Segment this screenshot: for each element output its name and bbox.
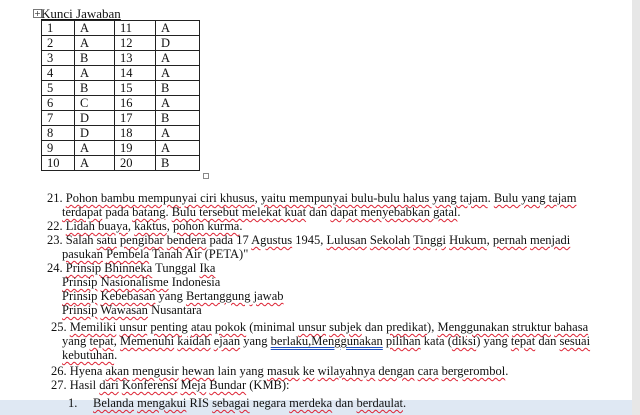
table-cell: D [75, 111, 115, 126]
line-22: 22. Lidah buaya, kaktus, pohon kurma. [47, 219, 243, 233]
table-cell: D [156, 36, 200, 51]
table-cell: A [156, 51, 200, 66]
table-cell: 17 [115, 111, 156, 126]
line-21b: terdapat pada batang. Bulu tersebut melekat kuat dan dapat menyebabkan gatal. [62, 205, 461, 219]
table-cell: 13 [115, 51, 156, 66]
table-cell: B [156, 81, 200, 96]
table-cell: A [156, 21, 200, 36]
table-cell: B [75, 51, 115, 66]
table-cell: 18 [115, 126, 156, 141]
table-cell: 15 [115, 81, 156, 96]
table-cell: 11 [115, 21, 156, 36]
table-row [42, 66, 200, 81]
table-row [42, 156, 200, 171]
table-cell: D [75, 126, 115, 141]
table-row [42, 111, 200, 126]
table-cell: B [156, 111, 200, 126]
table-cell: 16 [115, 96, 156, 111]
table-cell: A [75, 66, 115, 81]
table-cell: 9 [42, 141, 75, 156]
table-cell: 6 [42, 96, 75, 111]
table-cell: 10 [42, 156, 75, 171]
table-cell: 2 [42, 36, 75, 51]
table-move-handle-icon[interactable]: + [34, 9, 41, 18]
table-resize-handle-icon[interactable] [203, 173, 209, 179]
document-title: Kunci Jawaban [41, 6, 121, 21]
table-cell: 8 [42, 126, 75, 141]
table-cell: A [75, 141, 115, 156]
line-23b: pasukan Pembela Tanah Air (PETA)" [62, 247, 249, 261]
table-row [42, 126, 200, 141]
line-25a: 25. Memiliki unsur penting atau pokok (minimal unsur subjek dan predikat), Menggunakan struktur bahasa [51, 320, 589, 334]
table-cell: 3 [42, 51, 75, 66]
table-cell: B [156, 156, 200, 171]
line-21a: 21. Pohon bambu mempunyai ciri khusus, yaitu mempunyai bulu-bulu halus yang tajam. Bulu yang tajam [47, 191, 577, 205]
table-cell: A [156, 96, 200, 111]
table-cell: A [156, 141, 200, 156]
table-cell: A [156, 66, 200, 81]
table-cell: A [75, 36, 115, 51]
table-row [42, 51, 200, 66]
table-cell: A [75, 21, 115, 36]
table-row [42, 96, 200, 111]
line-25c: kebutuhan. [62, 348, 118, 362]
table-cell: 1 [42, 21, 75, 36]
table-cell: 14 [115, 66, 156, 81]
line-27: 27. Hasil dari Konferensi Meja Bundar (KMB): [51, 378, 290, 392]
answer-key-table [41, 20, 200, 171]
table-row [42, 36, 200, 51]
line-24c: Prinsip Kebebasan yang Bertanggung jawab [62, 289, 284, 303]
line-26: 26. Hyena akan mengusir hewan lain yang masuk ke wilayahnya dengan cara bergerombol. [51, 364, 509, 378]
table-cell: B [75, 81, 115, 96]
line-25b: yang tepat, Memenuhi kaidah ejaan yang berlaku,Menggunakan pilihan kata (diksi) yang tepat dan sesuai [62, 334, 591, 348]
table-cell: 7 [42, 111, 75, 126]
line-24d: Prinsip Wawasan Nusantara [62, 303, 202, 317]
table-cell: 20 [115, 156, 156, 171]
line-27-1: 1. Belanda mengakui RIS sebagai negara merdeka dan berdaulat. [68, 396, 407, 410]
line-24b: Prinsip Nasionalisme Indonesia [62, 275, 221, 289]
table-cell: A [75, 156, 115, 171]
table-row [42, 81, 200, 96]
vertical-scrollbar[interactable] [632, 0, 640, 415]
table-row [42, 141, 200, 156]
line-23a: 23. Salah satu pengibar bendera pada 17 Agustus 1945, Lulusan Sekolah Tinggi Hukum, pernah menjadi [47, 233, 571, 247]
table-cell: 12 [115, 36, 156, 51]
line-24a: 24. Prinsip Bhinneka Tunggal Ika [47, 261, 216, 275]
table-cell: A [156, 126, 200, 141]
table-row [42, 21, 200, 36]
table-cell: 19 [115, 141, 156, 156]
table-cell: C [75, 96, 115, 111]
table-cell: 4 [42, 66, 75, 81]
table-cell: 5 [42, 81, 75, 96]
